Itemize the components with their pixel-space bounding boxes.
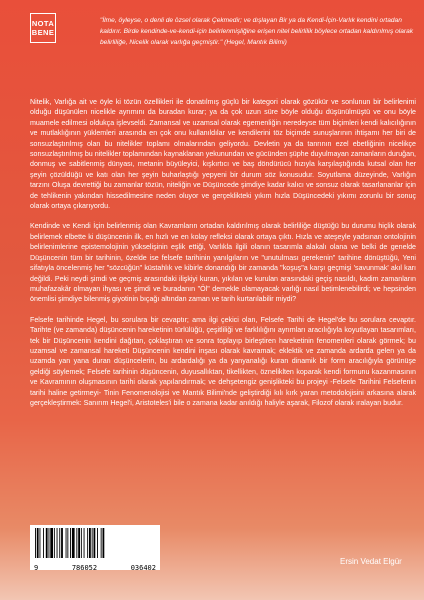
barcode-digit-group-1: 786052 [71, 564, 98, 572]
barcode-digit-group-2: 036402 [130, 564, 156, 572]
barcode-digit-prefix: 9 [34, 564, 39, 572]
paragraph-3: Felsefe tarihinde Hegel, bu sorulara bir cevaptır; ama ilgi çekici olan, Felsefe Tarihi de Hegel'de bu sorulara cevaptır. Tarihte (ve zamanda) düşüncenin hareketinin türlülüğü, çeşitliliği ve farklılığını ayrımları aracılığıyla koyutlayan tasarımları, tek bir Düşüncenin kendini dağıtan, çoklaştıran ve sonra toplayıp birleştiren hareketinin fenomenleri olarak görmek; bu uzamsal ve zamansal hareketi Düşüncenin kendini inşası olarak kavramak; eklektik ve zamanda ardarda gelen ya da uzamda yan yana duran düşüncelerin, bu ardardalığı ya da yanyanalığı kuran dinamik bir form aracılığıyla görünüşe geldiği söylemek; Felsefe tarihinin düşüncenin, duyusallıktan, tikellikten, özneliklten koparak kendi formunu kazanmasının ve Kavramının oluşmasının tarihi olarak yapılandırmak; ve dehşetengiz genişlikteki bu projeyi -Felsefe Tarihini Felsefenin tarihi haline getirmeyi- Tinin Fenomenolojisi ve Mantık Bilimi'nde geliştirdiği kılı kırk yaran metodolojisini arkasına alarak gerçekleştirmek: Sanırım Hegel'i, Aristoteles'i bile o zamana kadar anıldığı haliyle aşarak, Filozof olarak ıralayan budur. [30, 315, 416, 407]
paragraph-2: Kendinde ve Kendi İçin belirlenmiş olan Kavramların ortadan kaldırılmış olarak belirliliğe düştüğü bu durumu hiçlik olarak belirlemek elbette ki düşüncenin ilk, en hızlı ve en kolay refleksi olarak ortaya çıktı. Hızla ve ateşeyle yadsınan ontolojinin belirlenimlerine epistemolojinin yükselişinin eşlik ettiği, Varlıkla ilgili olanın tasarımla alakalı olana ve belki de genelde Düşüncenin tüm bir tarihinin, özelde ise felsefe tarihinin yanılgıların ve "unutulması gerekenin" tarihine dönüştüğü, Yeni sifatıyla öncelenmiş her "sözcüğün" küstahlık ve kibirle donandığı bir zamanda "koşuş"a karşı geçmişi 'savunmak' akıl karı değildi. Peki neydi şimdi ve geçmiş arasındaki ilişkiyi kuran, yıkılan ve kurulan arasındaki geçiş nasıldı, kadim zamanların muhafazakâr olmayan ihyası ve şimdi ve buradanın "Öl" demekle olamayacak varlığı nasıl betimlenebilirdi; ve hepsinden önemlisi şimdiye bilenmiş giyotinin bıçağı altından zaman ve tarih kurtarılabilir miydi? [30, 222, 416, 304]
barcode-bars-icon [34, 528, 156, 558]
logo-line-2: BENE [31, 28, 55, 37]
author-signature: Ersin Vedat Elgür [340, 557, 402, 566]
paragraph-1: Nitelik, Varlığa ait ve öyle ki tözün özellikleri ile donatılmış güçlü bir kategori olarak gözükür ve sonlunun bir belirlenimi olduğu düşünülen nicelikle ayrımını da buradan kurar; ya da çok uzun süre böyle olduğu düşünülmüştü ve onu böyle muamele edilmesi oldukça işlevseldi. Zamansal ve uzamsal olarak egemenliğin neredeyse tüm biçimleri kendi kalıcılığının ve mutlaklığının yüklemleri arasında en çok onu kullanıldılar ve kendilerini töz biçimde sunuşlarının ihtişamı her biri de sonsuzlaştırılmış olan bu nitelikler toplamı olmalarından geliyordu. Devletin ya da tanrının ezel ebetliğinin nicelikçe sonsuzlaştırılmış bu nitelikler toplamından kaynaklanan yekunundan ve gücünden şüphe duyulmayan zamanların duruğan, donmuş ve sabitlenmiş dünyası, metanin büyüleyici, kışkırtıcı ve baş döndürücü hızıyla karşılaştığında kutsal olan her şeyin çözüldüğü ve katı olan her şeyin buharlaştığı yepyeni bir durum söz konusudur. Soyutlama düzeyinde, Varlığın tarzını Oluşa devrettiği bu zamanlar tözün, niteliğin ve Düşüncede şimdiye kadar kalıcı ve sonsuz olarak tasarlananlar için de tehlikenin yakından hissedilmesine neden oluyor ve gerçeklikteki yıkım hızla Düşüncedeki yıkımı zorunlu bir sonuç olarak ortaya çıkarıyordu. [30, 98, 416, 211]
publisher-logo [30, 13, 56, 43]
logo-line-1: NOTA [31, 19, 55, 28]
isbn-barcode [30, 525, 160, 570]
epigraph-quote: "İlme, öyleyse, o denli de özsel olarak Çekmedir; ve dışlayan Bir ya da Kendi-İçin-Varlık kendini ortadan kaldırır. Birde kendinde-ve-kendi-için belirlenmişliğine erişen nitel belirlilik böylece ortadan kaldırılmış olarak belirliliğe, Nicelik olarak varlığa geçmiştir." (Hegel, Mantık Bilimi) [100, 17, 414, 46]
barcode-number [34, 564, 156, 572]
back-cover-text [30, 97, 416, 418]
